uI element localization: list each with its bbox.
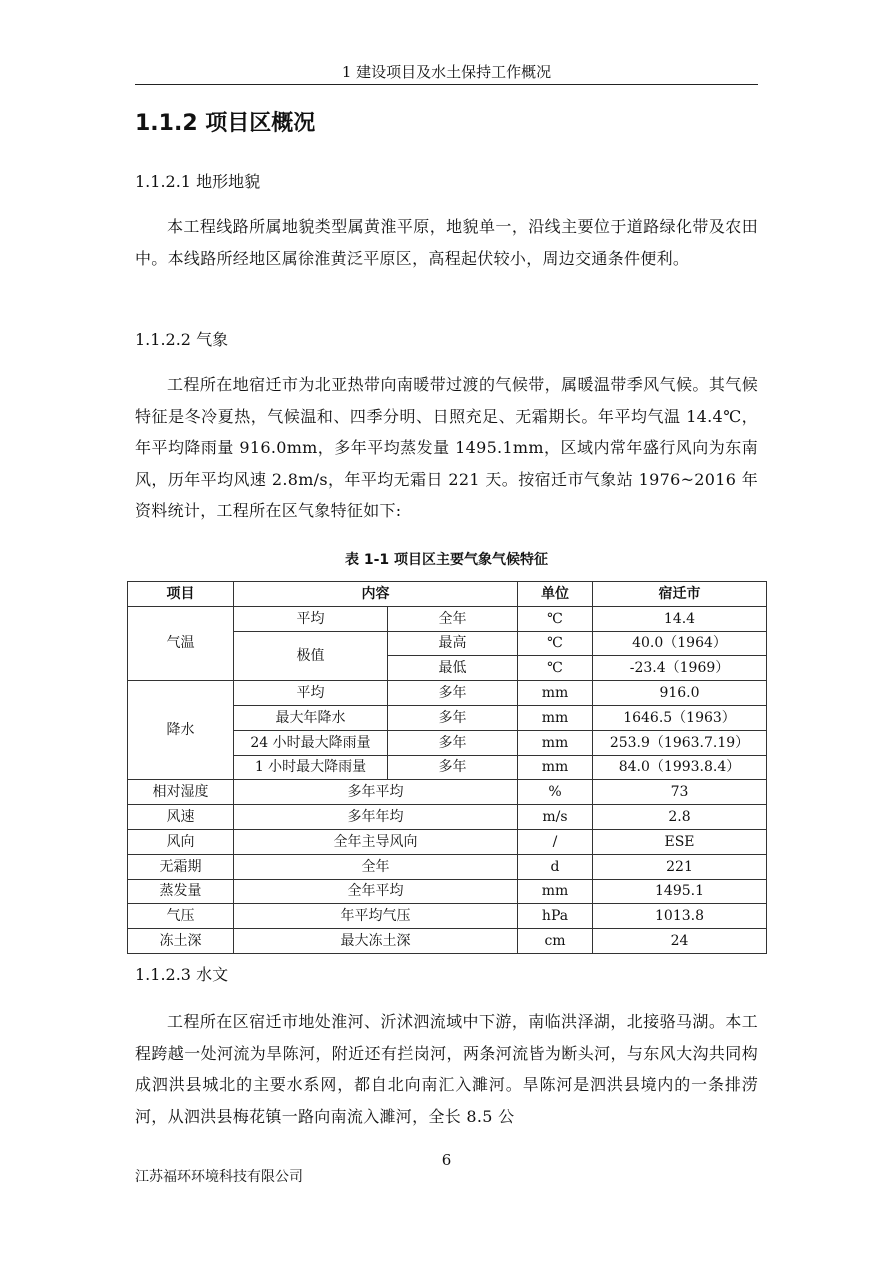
page-number: 6: [441, 1151, 452, 1169]
temperature-min-value: -23.4（1969）: [593, 656, 767, 681]
precipitation-value: 84.0（1993.8.4）: [593, 755, 767, 780]
row-value: 1013.8: [593, 904, 767, 929]
temperature-min-label: 最低: [388, 656, 518, 681]
hydrology-paragraph: 工程所在区宿迁市地处淮河、沂沭泗流域中下游，南临洪泽湖，北接骆马湖。本工程跨越一处河流为旱陈河，附近还有拦岗河，两条河流皆为断头河，与东风大沟共同构成泗洪县城北的主要水系网，都自北向南汇入濉河。旱陈河是泗洪县境内的一条排涝河，从泗洪县梅花镇一路向南流入濉河，全长 8.5 公: [135, 1012, 758, 1126]
row-content: 最大冻土深: [234, 929, 518, 954]
temperature-min-unit: ℃: [518, 656, 593, 681]
temperature-avg-unit: ℃: [518, 606, 593, 631]
row-unit: mm: [518, 879, 593, 904]
precipitation-unit: mm: [518, 730, 593, 755]
table-row: [128, 879, 767, 904]
landform-paragraph: 本工程线路所属地貌类型属黄淮平原，地貌单一，沿线主要位于道路绿化带及农田中。本线路所经地区属徐淮黄泛平原区，高程起伏较小，周边交通条件便利。: [135, 217, 758, 268]
table-row: [128, 904, 767, 929]
precipitation-desc: 最大年降水: [234, 705, 388, 730]
row-value: 24: [593, 929, 767, 954]
temperature-avg-period: 全年: [388, 606, 518, 631]
temperature-max-label: 最高: [388, 631, 518, 656]
temperature-max-unit: ℃: [518, 631, 593, 656]
section-heading: 1.1.2 项目区概况: [135, 111, 316, 136]
row-unit: hPa: [518, 904, 593, 929]
precipitation-unit: mm: [518, 705, 593, 730]
row-content: 多年年均: [234, 805, 518, 830]
climate-paragraph: 工程所在地宿迁市为北亚热带向南暖带过渡的气候带，属暖温带季风气候。其气候特征是冬冷夏热，气候温和、四季分明、日照充足、无霜期长。年平均气温 14.4℃，年平均降雨量 916.0mm，多年平均蒸发量 1495.1mm，区域内常年盛行风向为东南风，历年平均风速 2.8m/s，年平均无霜日 221 天。按宿迁市气象站 1976~2016 年资料统计，工程所在区气象特征如下:: [135, 375, 758, 520]
table-row: [128, 929, 767, 954]
row-unit: m/s: [518, 805, 593, 830]
header-city: 宿迁市: [593, 582, 767, 607]
row-item: 蒸发量: [128, 879, 234, 904]
row-item: 相对湿度: [128, 780, 234, 805]
table-row: [128, 681, 767, 706]
row-content: 全年: [234, 854, 518, 879]
row-value: 221: [593, 854, 767, 879]
precipitation-unit: mm: [518, 755, 593, 780]
temperature-avg-label: 平均: [234, 606, 388, 631]
row-content: 多年平均: [234, 780, 518, 805]
row-value: 73: [593, 780, 767, 805]
precipitation-value: 253.9（1963.7.19）: [593, 730, 767, 755]
table-caption: 表 1-1 项目区主要气象气候特征: [344, 552, 549, 568]
precipitation-value: 1646.5（1963）: [593, 705, 767, 730]
row-item: 无霜期: [128, 854, 234, 879]
footer-company: 江苏福环环境科技有限公司: [135, 1169, 303, 1185]
row-content: 年平均气压: [234, 904, 518, 929]
precipitation-value: 916.0: [593, 681, 767, 706]
precipitation-period: 多年: [388, 681, 518, 706]
temperature-max-value: 40.0（1964）: [593, 631, 767, 656]
temperature-extreme-label: 极值: [234, 631, 388, 681]
table-header-row: [128, 582, 767, 607]
temperature-label: 气温: [128, 606, 234, 680]
hydrology-heading: 1.1.2.3 水文: [135, 965, 229, 984]
row-item: 气压: [128, 904, 234, 929]
header-rule: [135, 84, 758, 85]
precipitation-desc: 24 小时最大降雨量: [234, 730, 388, 755]
precipitation-period: 多年: [388, 705, 518, 730]
row-unit: /: [518, 829, 593, 854]
table-row: [128, 780, 767, 805]
table-row: [128, 854, 767, 879]
climate-heading: 1.1.2.2 气象: [135, 330, 229, 349]
row-item: 冻土深: [128, 929, 234, 954]
row-content: 全年主导风向: [234, 829, 518, 854]
precipitation-desc: 平均: [234, 681, 388, 706]
precipitation-period: 多年: [388, 755, 518, 780]
landform-heading: 1.1.2.1 地形地貌: [135, 172, 261, 191]
table-row: [128, 805, 767, 830]
row-unit: %: [518, 780, 593, 805]
temperature-avg-value: 14.4: [593, 606, 767, 631]
row-unit: d: [518, 854, 593, 879]
row-content: 全年平均: [234, 879, 518, 904]
table-row: [128, 606, 767, 631]
row-item: 风速: [128, 805, 234, 830]
running-header: 1 建设项目及水土保持工作概况: [341, 63, 552, 81]
precipitation-desc: 1 小时最大降雨量: [234, 755, 388, 780]
row-value: 1495.1: [593, 879, 767, 904]
header-content: 内容: [234, 582, 518, 607]
precipitation-unit: mm: [518, 681, 593, 706]
precipitation-label: 降水: [128, 681, 234, 780]
row-unit: cm: [518, 929, 593, 954]
row-item: 风向: [128, 829, 234, 854]
header-unit: 单位: [518, 582, 593, 607]
climate-table: [127, 581, 767, 954]
header-item: 项目: [128, 582, 234, 607]
row-value: 2.8: [593, 805, 767, 830]
precipitation-period: 多年: [388, 730, 518, 755]
table-row: [128, 829, 767, 854]
row-value: ESE: [593, 829, 767, 854]
